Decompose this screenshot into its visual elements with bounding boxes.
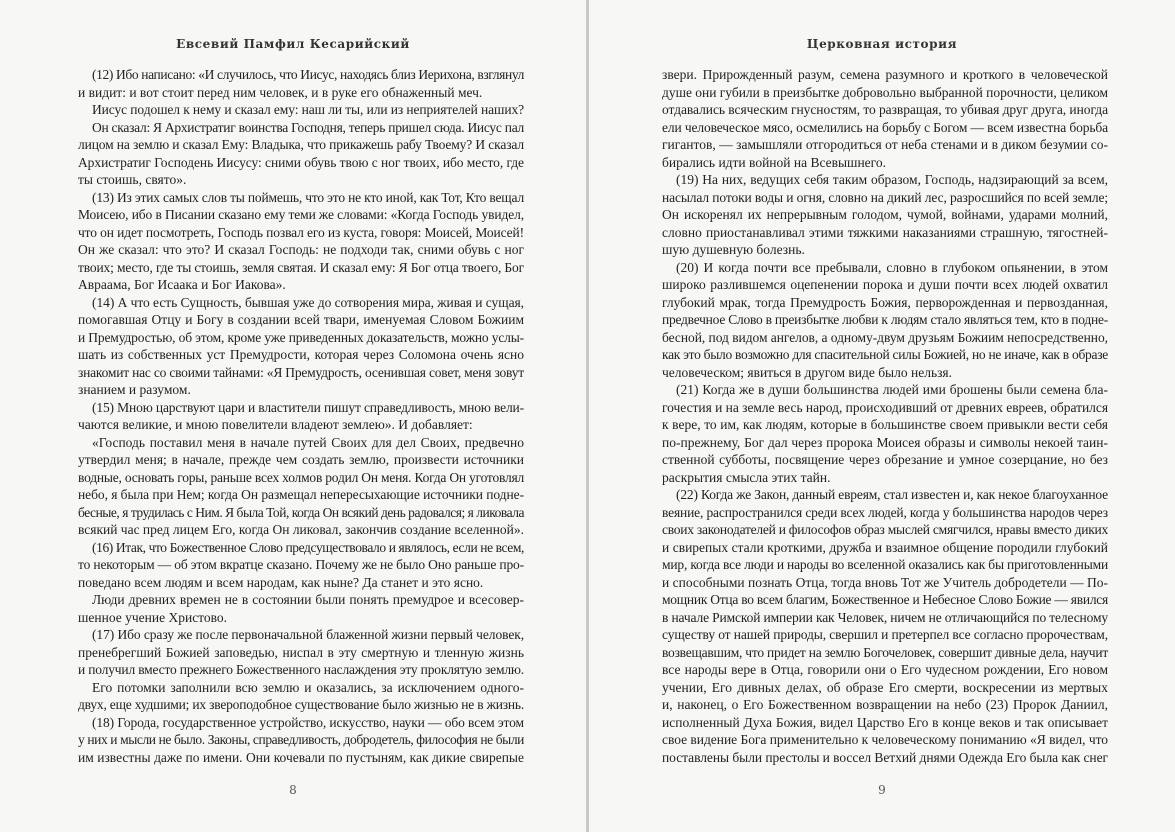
text-line: (15) Мною царствуют цари и властители пишут справедливость, мною вели- [92,399,524,415]
text-line: (19) На них, ведущих себя таким образом, Господь, надзирающий за всем, [676,172,1108,187]
text-line: что он идет посмотреть, Господь позвал его из куста, говоря: Моисей, Моисей! [78,224,524,240]
text-line: знакомит нас со своими тайнами: «Я Премудрость, осенившая совет, меня зовут [78,364,524,380]
text-line: (22) Когда же Закон, данный евреям, стал известен и, как некое благоуханное [676,487,1108,502]
text-line: (12) Ибо написано: «И случилось, что Иисус, находясь близ Иерихона, взглянул [92,67,524,82]
right-page [589,0,1175,832]
text-line: Моисею, ибо в Писании сказано ему теми же словами: «Когда Господь увидел, [78,207,524,222]
text-line: Иисус подошел к нему и сказал ему: наш ли ты, или из неприятелей наших? [92,102,524,117]
text-line: шенное учение Христово. [78,609,228,625]
text-line: бесные, я трудилась с Ним. Я была Той, когда Он всякий день радовался; я ликовала [78,504,525,520]
text-line: широко разлившемся оцепенении порока и души почти всех людей охватил [662,277,1108,292]
text-line: помогавшая Отцу и Богу в создании всей твари, именуемая Словом Божиим [78,312,524,327]
text-line: (14) А что есть Сущность, бывшая уже до сотворения мира, живая и сущая, [92,294,524,310]
text-line: поставлены были престолы и воссел Ветхий днями Одежда Его была как снег [662,749,1108,765]
text-line: веяние, распространился среди всех людей, когда у большинства народов через [662,504,1108,520]
text-line: душе они губили в преизбытке добровольно выбранной порочности, целиком [662,84,1108,100]
text-line: бесной, под видом ангелов, а одному-двум друзьям Божиим непосредственно, [662,329,1108,345]
text-line: твоих; место, где ты стоишь, земля святая. И сказал ему: Я Бог отца твоего, Бог [78,259,524,275]
text-line: гочестия и на земле весь народ, происходивший от древних евреев, обратился [662,399,1108,415]
text-line: человеческом; явиться в другом виде было нельзя. [662,364,953,380]
text-line: знанием и разумом. [78,382,191,397]
text-line: мощник Отца во всем благим, Божественное и Небесное Слово Божие — явился [662,592,1108,607]
text-line: (18) Города, государственное устройство, искусство, науки — обо всем этом [92,714,524,730]
text-line: по-прежнему, Бог дал через пророка Моисея образы и символы некоей таин- [662,434,1108,450]
text-line: Авраама, Бог Исаака и Бог Иакова». [78,277,286,292]
text-line: им известны даже по имени. Они кочевали по пустыням, как дикие свирепые [78,749,524,765]
text-line: гигантов, — замышляли отгородиться от неба стенами и в диком безумии со- [662,137,1108,152]
text-line: Он искоренял их непрерывным голодом, чумой, войнами, ударами молний, [662,207,1108,222]
text-line: как это было возможно для спасительной силы Божией, но не иначе, как в образе [662,347,1108,362]
text-line: и Премудростью, об этом, кроме уже приведенных доказательств, можно услы- [78,329,524,345]
text-line: у них и мысли не было. Законы, справедливость, добродетель, философия не были [78,732,524,747]
left-page-text [78,66,524,766]
text-line: словно приостанавливал этими тяжкими наказаниями страшную, тягостней- [662,224,1108,240]
running-head-right: Церковная история [806,37,958,51]
text-line: предвечное Слово в преизбытке любви к людям стало являться тем, кто в подне- [662,312,1108,327]
text-line: и способными познать Отца, тогда вновь Тот же Учитель добродетели — По- [662,574,1108,590]
text-line: свое видение Бога применительно к человеческому пониманию «Я видел, что [662,732,1108,747]
text-line: (20) И когда почти все пребывали, словно в глубоком опьянении, в этом [676,259,1108,275]
text-line: шать из собственных уст Премудрости, которая через Соломона очень ясно [78,347,524,362]
text-line: всякий час пред лицем Его, когда Он ликовал, закончив создание вселенной». [78,522,524,537]
text-line: звери. Прирожденный разум, семена разумного и кроткого в человеческой [662,67,1108,82]
page-number-right: 9 [878,783,886,797]
text-line: поведано всем людям и всем народам, как ныне? Да станет и это ясно. [78,574,484,590]
text-line: двух, еще худшими; их звероподобное существование было жизнью не в жизнь. [78,697,524,712]
text-line: ели человеческое мясо, осмелились на борьбу с Богом — всем известна борьба [662,119,1108,135]
text-line: отдавались всяческим гнусностям, то развращая, то убивая друг друга, иногда [662,102,1108,117]
text-line: и, наконец, о Его Божественном возвращении на небо (23) Пророк Даниил, [662,697,1108,712]
text-line: шую душевную болезнь. [662,242,805,257]
text-line: Его потомки заполнили всю землю и оказались, за исключением одного- [92,679,524,695]
text-line: водные, основать горы, раньше всех холмов родил Он меня. Когда Он уготовлял [78,469,524,485]
text-line: «Господь поставил меня в начале путей Своих для дел Своих, предвечно [92,434,524,450]
page-number-left: 8 [289,783,297,797]
running-head-left: Евсевий Памфил Кесарийский [176,37,410,51]
text-line: ственной субботы, посвящение через обрезание и умное созерцание, но без [662,452,1108,467]
text-line: утвердил меня; в начале, прежде чем создать землю, произвести источники [78,452,524,467]
text-line: Архистратиг Господень Иисусу: сними обувь твою с ног твоих, ибо место, где [78,154,524,170]
text-line: бирались идти войной на Всевышнего. [662,154,886,170]
right-page-text [662,66,1108,766]
text-line: (13) Из этих самых слов ты поймешь, что это не кто иной, как Тот, Кто вещал [92,189,524,205]
text-line: раскрытия смысла этих тайн. [662,469,831,485]
text-line: то некоторым — об этом вкратце сказано. Почему же не было Оно раньше про- [78,557,524,572]
text-line: (16) Итак, что Божественное Слово предсуществовало и являлось, если не всем, [92,539,524,555]
text-line: все народы вере в Отца, говорили они о Его чудесном рождении, Его новом [662,662,1108,677]
text-line: глубокий мрак, тогда Премудрость Божия, перворожденная и первозданная, [662,294,1108,310]
text-line: мир, когда все люди и народы во вселенной оказались как бы приготовленными [662,557,1108,572]
text-line: (17) Ибо сразу же после первоначальной блаженной жизни первый человек, [92,627,524,642]
text-line: и видит: и вот стоит перед ним человек, и в руке его обнаженный меч. [78,84,483,100]
text-line: Он сказал: Я Архистратиг воинства Господня, теперь пришел сюда. Иисус пал [92,119,524,135]
left-page [0,0,586,832]
text-line: пренебрегший Божией заповедью, ниспал в эту смертную и тленную жизнь [78,644,524,660]
text-line: насылал потоки воды и огня, словно на дикий лес, разросшийся по всей земле; [662,189,1108,205]
text-line: и свирепых стали кроткими, дружба и взаимное общение породили глубокий [662,539,1108,555]
text-line: (21) Когда же в души большинства людей ими брошены были семена бла- [676,382,1108,397]
text-line: и получил вместо прежнего Божественного наслаждения эту проклятую землю. [78,662,524,677]
text-line: чаются великие, и мною повелители владеют землею». И добавляет: [78,417,473,432]
text-line: возвещавшим, что придет на землю Богочеловек, совершит дивные дела, научит [662,644,1108,660]
text-line: учении, Его дивных делах, об образе Его смерти, воскресении из мертвых [662,679,1108,695]
text-line: Он же сказал: что это? И сказал Господь: не подходи так, сними обувь с ног [78,242,524,257]
text-line: Люди древних времен не в состоянии были понять премудрое и всесовер- [92,592,524,607]
text-line: к вере, то им, как людям, которые в большинстве своем привыкли вести себя [662,417,1108,432]
text-line: лицом на землю и сказал Ему: Владыка, что прикажешь рабу Твоему? И сказал [78,137,524,152]
text-line: существу от нашей природы, свершил и претерпел все согласно пророчествам, [662,627,1108,642]
text-line: небо, я была при Нем; когда Он размещал непересыхающие источники подне- [78,487,524,502]
text-line: ты стоишь, свято». [78,172,187,187]
text-line: в начале Римской империи как Человек, ничем не отличающийся по телесному [662,609,1108,625]
text-line: исполненный Духа Божия, видел Царство Его в конце веков и так описывает [662,714,1108,730]
text-line: своих законодателей и философов образ мыслей смягчился, нравы вместо диких [662,522,1108,537]
